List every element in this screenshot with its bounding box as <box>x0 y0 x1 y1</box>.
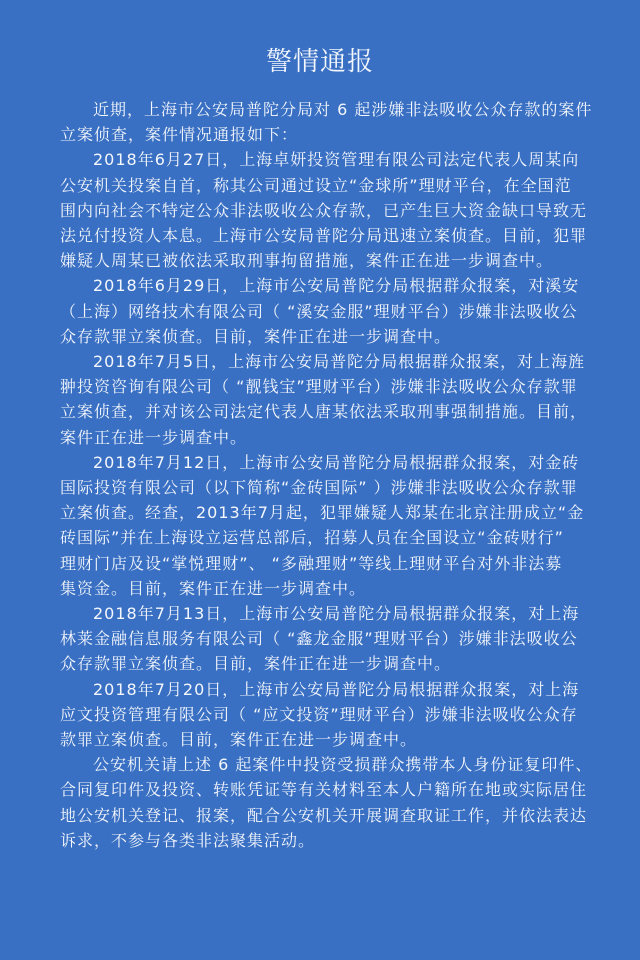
paragraph-line: 理财门店及设“掌悦理财”、 “多融理财”等线上理财平台对外非法募 <box>60 553 563 573</box>
paragraph-line: （上海）网络技术有限公司（ “溪安金服”理财平台）涉嫌非法吸收公 <box>60 301 578 321</box>
paragraph-line: 集资金。目前，案件正在进一步调查中。 <box>60 578 367 598</box>
paragraph <box>60 752 600 853</box>
paragraph-line: 2018年7月12日，上海市公安局普陀分局根据群众报案，对金砖 <box>93 452 580 472</box>
paragraph-line: 诉求，不参与各类非法聚集活动。 <box>60 830 316 850</box>
paragraph <box>60 273 600 349</box>
paragraph-line: 合同复印件及投资、转账凭证等有关材料至本人户籍所在地或实际居住 <box>60 780 588 800</box>
paragraph-line: 众存款罪立案侦查。目前，案件正在进一步调查中。 <box>60 326 452 346</box>
paragraph <box>60 677 600 753</box>
paragraph-line: 砖国际”并在上海设立运营总部后，招募人员在全国设立“金砖财行” <box>60 528 564 548</box>
paragraph-line: 2018年6月27日，上海卓妍投资管理有限公司法定代表人周某向 <box>93 150 580 170</box>
paragraph-line: 地公安机关登记、报案，配合公安机关开展调查取证工作，并依法表达 <box>60 805 588 825</box>
paragraph-line: 2018年6月29日，上海市公安局普陀分局根据群众报案，对溪安 <box>93 276 580 296</box>
paragraph-line: 2018年7月20日，上海市公安局普陀分局根据群众报案，对上海 <box>93 679 580 699</box>
paragraph-line: 翀投资咨询有限公司（ “靓钱宝”理财平台）涉嫌非法吸收公众存款罪 <box>60 377 578 397</box>
paragraph <box>60 601 600 677</box>
paragraph <box>60 147 600 273</box>
paragraph-line: 围内向社会不特定公众非法吸收公众存款，已产生巨大资金缺口导致无 <box>60 200 588 220</box>
paragraph-line: 立案侦查。经查，2013年7月起，犯罪嫌疑人郑某在北京注册成立“金 <box>60 503 585 523</box>
paragraph-line: 法兑付投资人本息。上海市公安局普陀分局迅速立案侦查。目前，犯罪 <box>60 226 588 246</box>
paragraph-line: 公安机关投案自首，称其公司通过设立“金球所”理财平台，在全国范 <box>60 175 572 195</box>
paragraph-line: 立案侦查，案件情况通报如下： <box>60 125 299 145</box>
paragraph-line: 案件正在进一步调查中。 <box>60 427 248 447</box>
paragraph <box>60 450 600 601</box>
paragraph-line: 国际投资有限公司（以下简称“金砖国际” ）涉嫌非法吸收公众存款罪 <box>60 478 578 498</box>
paragraph-line: 应文投资管理有限公司（ “应文投资”理财平台）涉嫌非法吸收公众存 <box>60 704 578 724</box>
paragraph-line: 众存款罪立案侦查。目前，案件正在进一步调查中。 <box>60 654 452 674</box>
paragraph-line: 嫌疑人周某已被依法采取刑事拘留措施，案件正在进一步调查中。 <box>60 251 554 271</box>
paragraph-line: 林莱金融信息服务有限公司（ “鑫龙金服”理财平台）涉嫌非法吸收公 <box>60 629 578 649</box>
paragraph <box>60 97 600 147</box>
paragraph <box>60 349 600 450</box>
notice-body <box>60 97 600 853</box>
paragraph-line: 2018年7月5日，上海市公安局普陀分局根据群众报案，对上海旌 <box>93 352 586 372</box>
paragraph-line: 近期，上海市公安局普陀分局对 6 起涉嫌非法吸收公众存款的案件 <box>93 100 593 119</box>
paragraph-line: 2018年7月13日，上海市公安局普陀分局根据群众报案，对上海 <box>93 604 580 624</box>
paragraph-line: 立案侦查，并对该公司法定代表人唐某依法采取刑事强制措施。目前， <box>60 402 588 422</box>
page-title: 警情通报 <box>265 47 374 77</box>
paragraph-line: 款罪立案侦查。目前，案件正在进一步调查中。 <box>60 730 418 750</box>
paragraph-line: 公安机关请上述 6 起案件中投资受损群众携带本人身份证复印件、 <box>93 755 593 775</box>
